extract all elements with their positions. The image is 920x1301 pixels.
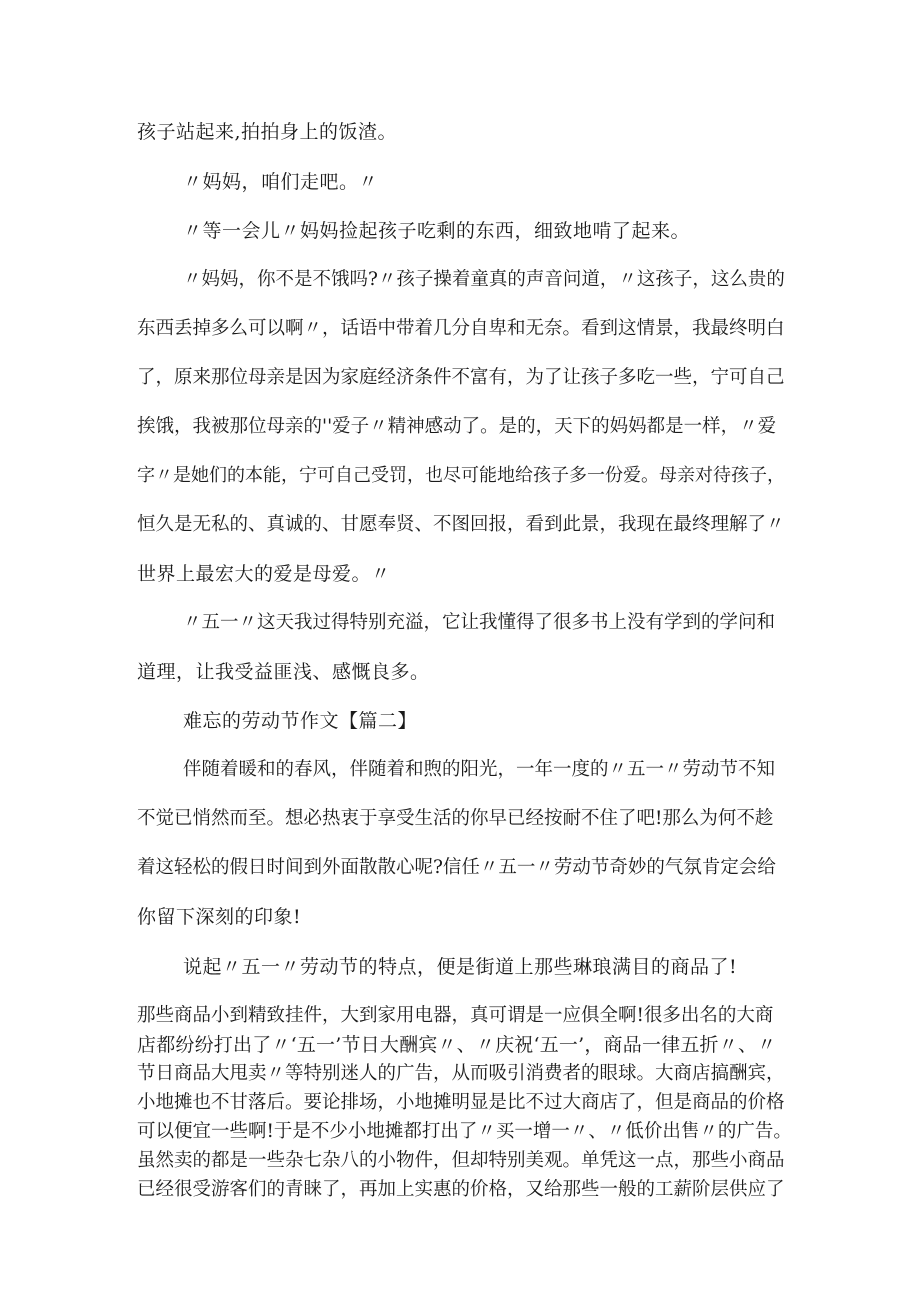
text-line: 可以便宜一些啊!于是不少小地摊都打出了〃买一增一〃、〃低价出售〃的广告。 [137,1121,792,1142]
text-line: 了，原来那位母亲是因为家庭经济条件不富有，为了让孩子多吃一些，宁可自己 [137,367,785,388]
text-line: 世界上最宏大的爱是母爱。〃 [137,563,391,585]
text-line: 〃五一〃这天我过得特别充溢，它让我懂得了很多书上没有学到的学问和 [183,612,776,633]
section-heading: 难忘的劳动节作文【篇二】 [183,710,418,732]
text-line: 〃妈妈，咱们走吧。〃 [183,171,379,193]
text-line: 挨饿，我被那位母亲的''爱子〃精神感动了。是的，天下的妈妈都是一样，〃爱 [137,416,777,437]
text-line: 东西丢掉多么可以啊〃，话语中带着几分自卑和无奈。看到这情景，我最终明白 [137,318,785,339]
text-line: 着这轻松的假日时间到外面散散心呢?信任〃五一〃劳动节奇妙的气氛肯定会给 [137,857,776,878]
text-line: 已经很受游客们的青睐了，再加上实惠的价格，又给那些一般的工薪阶层供应了 [137,1179,785,1200]
text-line: 那些商品小到精致挂件，大到家用电器，真可谓是一应俱全啊!很多出名的大商 [137,1005,774,1026]
text-line: 恒久是无私的、真诚的、甘愿奉贤、不图回报，看到此景，我现在最终理解了〃 [137,514,785,535]
text-line: 不觉已悄然而至。想必热衷于享受生活的你早已经按耐不住了吧!那么为何不趁 [137,808,774,829]
text-line: 字〃是她们的本能，宁可自己受罚，也尽可能地给孩子多一份爱。母亲对待孩子， [137,465,785,486]
text-line: 伴随着暖和的春风，伴随着和煦的阳光，一年一度的〃五一〃劳动节不知 [183,759,776,780]
text-line: 小地摊也不甘落后。要论排场，小地摊明显是比不过大商店了，但是商品的价格 [137,1092,785,1113]
text-line: 〃等一会儿〃妈妈捡起孩子吃剩的东西，细致地啃了起来。 [183,220,691,242]
text-line: 节日商品大甩卖〃等特别迷人的广告，从而吸引消费者的眼球。大商店搞酬宾， [137,1063,785,1084]
text-line: 说起〃五一〃劳动节的特点，便是街道上那些琳琅满目的商品了! [183,956,738,978]
text-line: 孩子站起来,拍拍身上的饭渣。 [137,121,398,143]
text-line: 虽然卖的都是一些杂七杂八的小物件，但却特别美观。单凭这一点，那些小商品 [137,1150,785,1171]
text-line: 店都纷纷打出了〃‘五一’节日大酬宾〃、〃庆祝‘五一’，商品一律五折〃、〃 [137,1034,777,1056]
text-line: 你留下深刻的印象! [137,906,302,928]
text-line: 〃妈妈，你不是不饿吗?〃孩子操着童真的声音问道，〃这孩子，这么贵的 [183,269,785,290]
text-line: 道理，让我受益匪浅、感慨良多。 [137,661,430,683]
